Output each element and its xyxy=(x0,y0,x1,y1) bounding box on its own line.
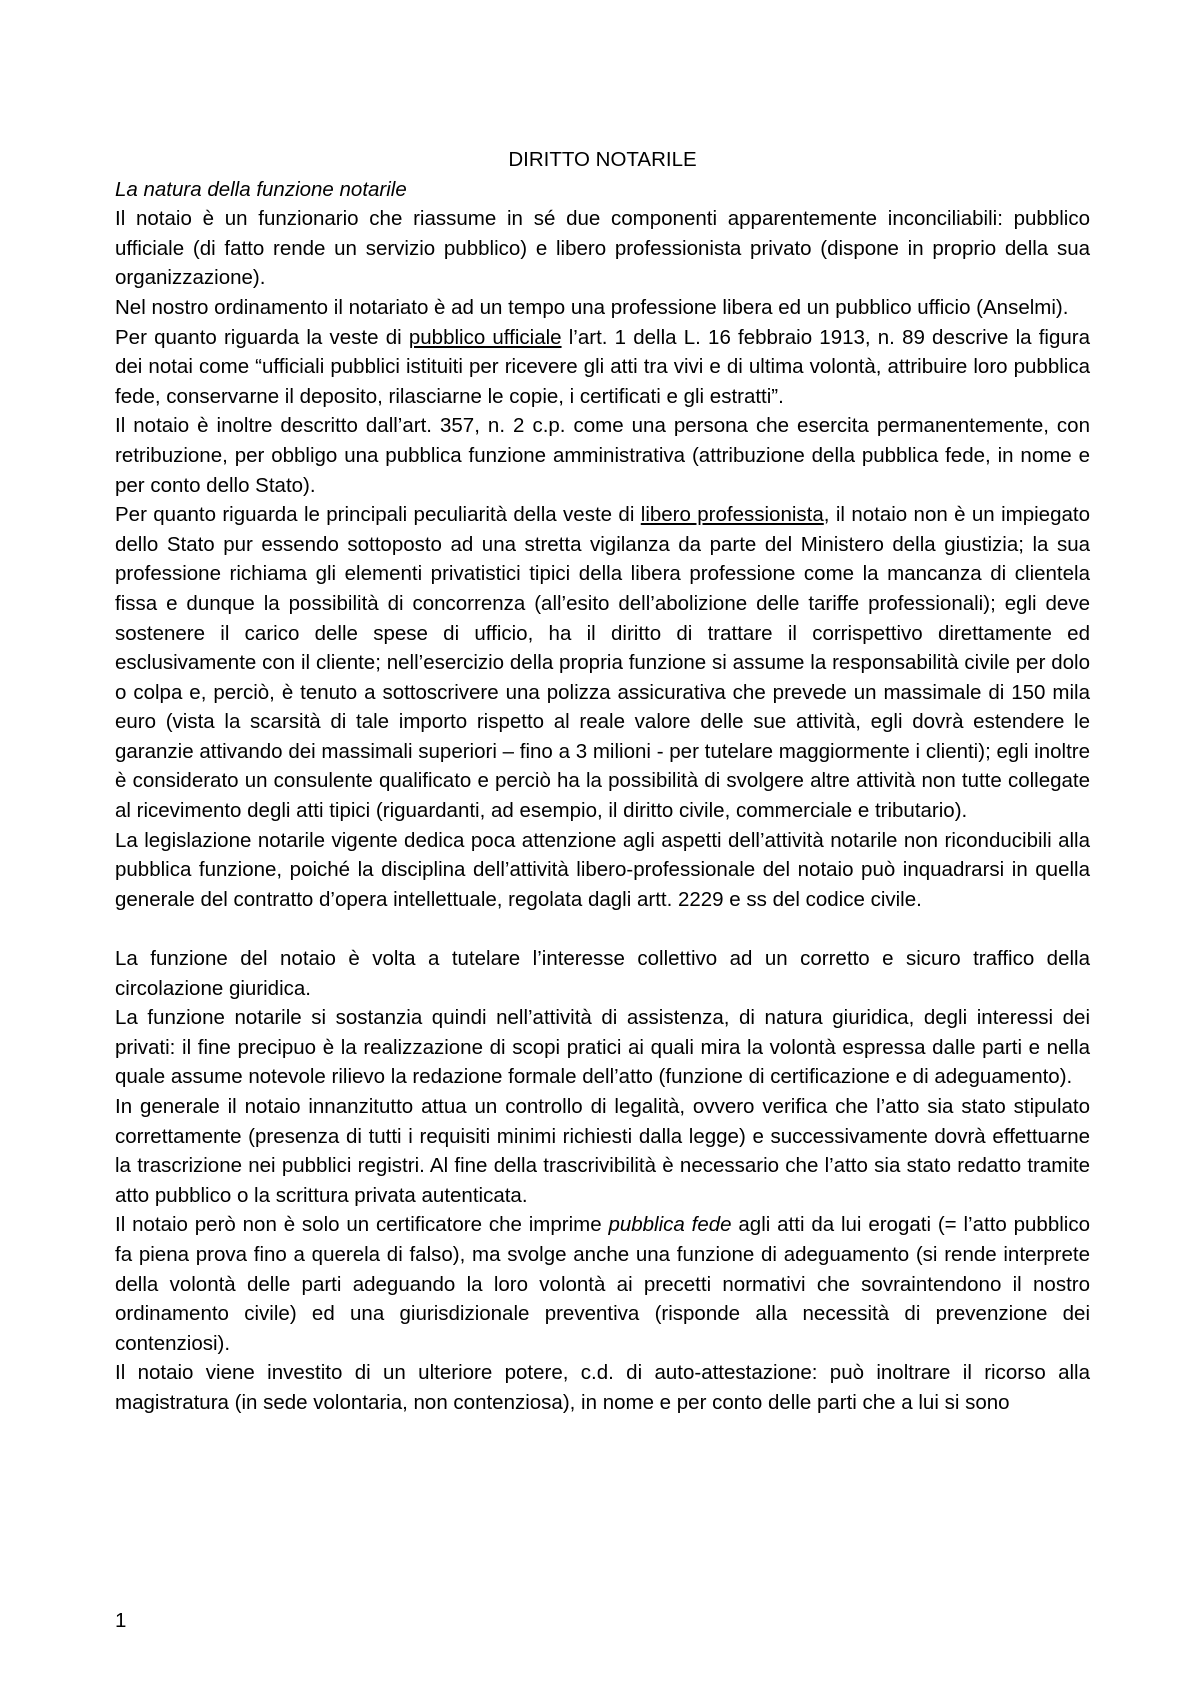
paragraph-11: Il notaio viene investito di un ulteriore potere, c.d. di auto-attestazione: può inoltrare il ricorso alla magistratura (in sede volontaria, non contenziosa), in nome e per conto delle parti che a lui si sono xyxy=(115,1361,1090,1414)
paragraph-3 xyxy=(115,323,1090,412)
paragraph-3-text-after: l’art. 1 della L. 16 febbraio 1913, n. 89 descrive la figura dei notai come “ufficiali pubblici istituiti per ricevere gli atti tra vivi e di ultima volontà, attribuire loro pubblica fede, conservarne il deposito, rilasciarne le copie, i certificati e gli estratti”. xyxy=(115,325,1091,408)
paragraph-10-text-before: Il notaio però non è solo un certificatore che imprime xyxy=(115,1213,609,1237)
italic-term-pubblica-fede: pubblica fede xyxy=(608,1213,732,1237)
blank-line xyxy=(115,914,1090,944)
paragraph-8: La funzione notarile si sostanzia quindi nell’attività di assistenza, di natura giuridica, degli interessi dei privati: il fine precipuo è la realizzazione di scopi pratici ai quali mira la volontà espressa dalle parti e nella quale assume notevole rilievo la redazione formale dell’atto (funzione di certificazione e di adeguamento). xyxy=(115,1006,1090,1089)
document-body xyxy=(115,145,1090,1418)
paragraph-5-text-before: Per quanto riguarda le principali peculiarità della veste di xyxy=(115,503,641,527)
underlined-term-libero-professionista: libero professionista xyxy=(640,503,824,527)
paragraph-1: Il notaio è un funzionario che riassume in sé due componenti apparentemente inconciliabili: pubblico ufficiale (di fatto rende un servizio pubblico) e libero professionista privato (dispone in proprio della sua organizzazione). xyxy=(115,207,1090,290)
paragraph-10 xyxy=(115,1210,1090,1358)
paragraph-7: La funzione del notaio è volta a tutelare l’interesse collettivo ad un corretto e sicuro traffico della circolazione giuridica. xyxy=(115,947,1090,1000)
paragraph-10-text-after: agli atti da lui erogati (= l’atto pubblico fa piena prova fino a querela di falso), ma svolge anche una funzione di adeguamento (si rende interprete della volontà delle parti adeguando la loro volontà ai precetti normativi che sovraintendono il nostro ordinamento civile) ed una giurisdizionale preventiva (risponde alla necessità di prevenzione dei contenziosi). xyxy=(115,1213,1090,1355)
section-subtitle: La natura della funzione notarile xyxy=(115,177,407,201)
page-number: 1 xyxy=(115,1609,127,1632)
paragraph-3-text-before: Per quanto riguarda la veste di xyxy=(115,325,409,349)
paragraph-4: Il notaio è inoltre descritto dall’art. 357, n. 2 c.p. come una persona che esercita permanentemente, con retribuzione, per obbligo una pubblica funzione amministrativa (attribuzione della pubblica fede, in nome e per conto dello Stato). xyxy=(115,414,1090,497)
underlined-term-pubblico-ufficiale: pubblico ufficiale xyxy=(408,325,562,349)
document-title: DIRITTO NOTARILE xyxy=(508,148,697,171)
paragraph-5-text-after: , il notaio non è un impiegato dello Stato pur essendo sottoposto ad una stretta vigilanza da parte del Ministero della giustizia; la sua professione richiama gli elementi privatistici tipici della libera professione come la mancanza di clientela fissa e dunque la possibilità di concorrenza (all’esito dell’abolizione delle tariffe professionali); egli deve sostenere il carico delle spese di ufficio, ha il diritto di trattare il corrispettivo direttamente ed esclusivamente con il cliente; nell’esercizio della propria funzione si assume la responsabilità civile per dolo o colpa e, perciò, è tenuto a sottoscrivere una polizza assicurativa che prevede un massimale di 150 mila euro (vista la scarsità di tale importo rispetto al reale valore delle sue attività, egli dovrà estendere le garanzie attivando dei massimali superiori – fino a 3 milioni - per tutelare maggiormente i clienti); egli inoltre è considerato un consulente qualificato e perciò ha la possibilità di svolgere altre attività non tutte collegate al ricevimento degli atti tipici (riguardanti, ad esempio, il diritto civile, commerciale e tributario). xyxy=(115,503,1090,823)
paragraph-9: In generale il notaio innanzitutto attua un controllo di legalità, ovvero verifica che l’atto sia stato stipulato correttamente (presenza di tutti i requisiti minimi richiesti dalla legge) e successivamente dovrà effettuarne la trascrizione nei pubblici registri. Al fine della trascrivibilità è necessario che l’atto sia stato redatto tramite atto pubblico o la scrittura privata autenticata. xyxy=(115,1095,1090,1207)
paragraph-5 xyxy=(115,500,1090,826)
paragraph-6: La legislazione notarile vigente dedica poca attenzione agli aspetti dell’attività notarile non riconducibili alla pubblica funzione, poiché la disciplina dell’attività libero-professionale del notaio può inquadrarsi in quella generale del contratto d’opera intellettuale, regolata dagli artt. 2229 e ss del codice civile. xyxy=(115,828,1090,911)
paragraph-2: Nel nostro ordinamento il notariato è ad un tempo una professione libera ed un pubblico ufficio (Anselmi). xyxy=(115,295,1069,319)
